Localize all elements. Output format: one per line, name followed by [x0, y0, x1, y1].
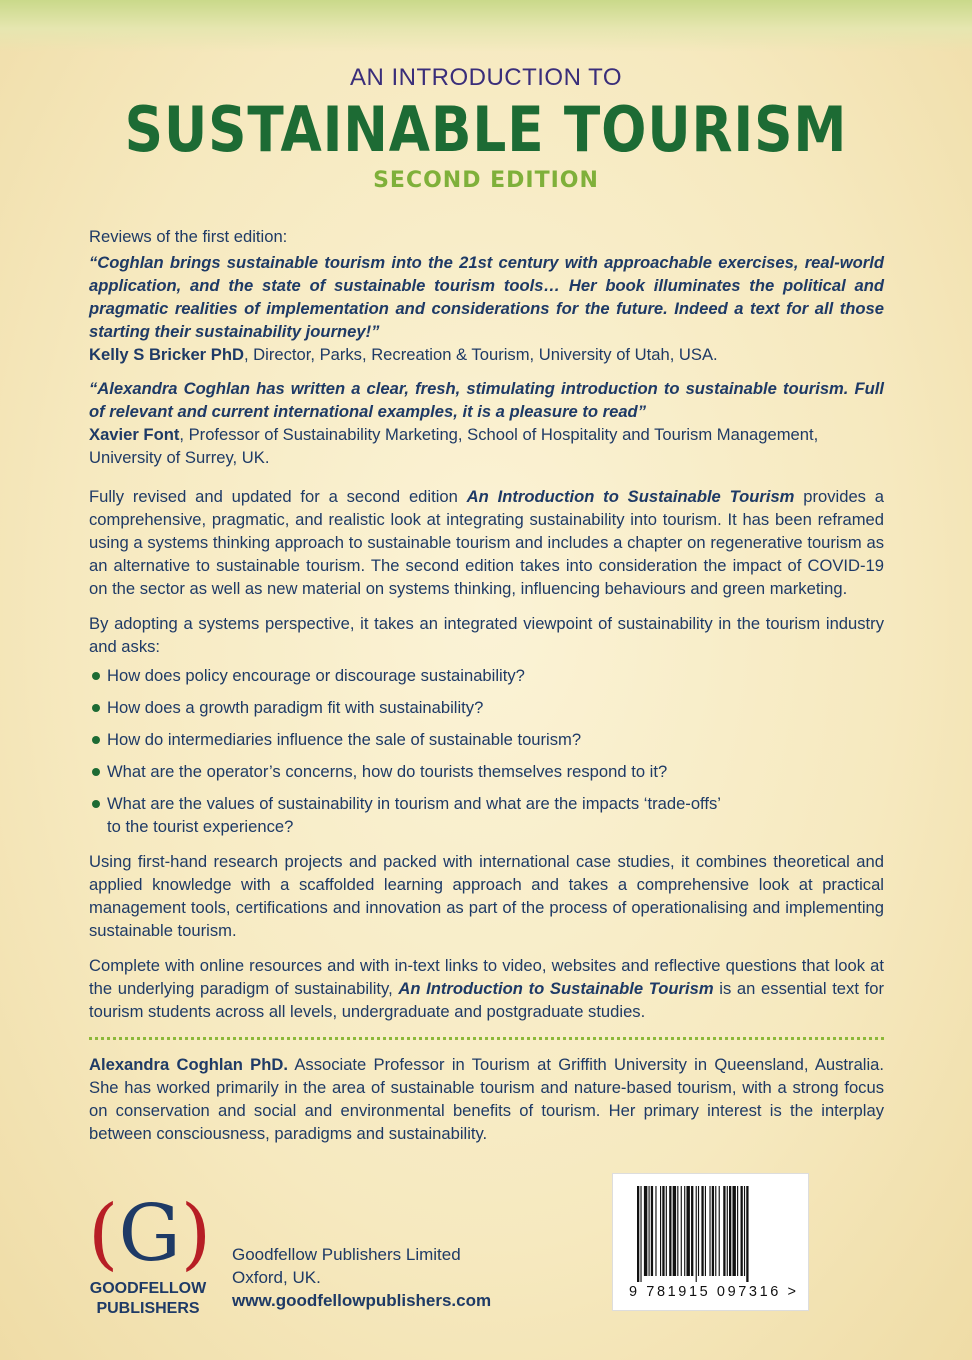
reviewer-affiliation: , Director, Parks, Recreation & Tourism, University of Utah, USA. — [243, 345, 718, 364]
barcode-bar — [744, 1186, 745, 1276]
barcode-bar — [715, 1186, 716, 1276]
publisher-website: www.goodfellowpublishers.com — [232, 1291, 492, 1310]
publisher-info — [232, 1243, 491, 1312]
barcode-bar — [660, 1186, 661, 1276]
barcode-bar — [681, 1186, 682, 1276]
barcode-bar — [741, 1186, 743, 1276]
edition-label: SECOND EDITION — [373, 168, 599, 193]
barcode-bar — [719, 1186, 720, 1276]
barcode-bar — [644, 1186, 647, 1276]
barcode-bar — [746, 1186, 748, 1282]
barcode-bar — [729, 1186, 731, 1276]
goodfellow-g-icon: (G) — [88, 1189, 212, 1279]
reviewer-name: Xavier Font — [89, 425, 180, 444]
book-title-inline: An Introduction to Sustainable Tourism — [466, 487, 795, 506]
barcode-bar — [637, 1186, 639, 1282]
barcode-bar — [666, 1186, 667, 1276]
back-cover-text — [89, 225, 884, 1157]
top-green-band — [0, 0, 972, 52]
publisher-name: Goodfellow Publishers Limited — [232, 1245, 461, 1264]
list-item: How does policy encourage or discourage sustainability? — [89, 664, 884, 687]
barcode-bar — [640, 1186, 641, 1282]
publisher-location: Oxford, UK. — [232, 1268, 321, 1287]
review-quote: “Alexandra Coghlan has written a clear, fresh, stimulating introduction to sustainable tourism. Full of relevant and current international examples, it is a pleasure to read” — [89, 379, 884, 421]
description-paragraph: Using first-hand research projects and packed with international case studies, it combines theoretical and applied knowledge with a scaffolded learning approach and takes a comprehensive look at practical management tools, certifications and innovation as part of the process of operationalising and implementing sustainable tourism. — [89, 852, 884, 940]
list-item: What are the operator’s concerns, how do tourists themselves respond to it? — [89, 760, 884, 783]
book-title-inline: An Introduction to Sustainable Tourism — [398, 979, 714, 998]
barcode-bar — [727, 1186, 728, 1276]
barcode-bar — [705, 1186, 706, 1276]
barcode-bar — [696, 1186, 697, 1282]
barcode-bar — [677, 1186, 678, 1276]
reviewer-name: Kelly S Bricker PhD — [89, 345, 244, 364]
barcode-bar — [701, 1186, 703, 1276]
reviews-intro: Reviews of the first edition: — [89, 227, 288, 246]
author-name: Alexandra Coghlan PhD. — [89, 1055, 288, 1074]
book-pretitle: AN INTRODUCTION TO — [349, 64, 623, 91]
barcode-bar — [698, 1186, 699, 1276]
barcode-bar — [691, 1186, 693, 1276]
barcode-bar — [709, 1186, 710, 1276]
barcode-bar — [686, 1186, 689, 1276]
barcode-icon — [637, 1186, 787, 1282]
author-bio: Alexandra Coghlan PhD. Associate Professor in Tourism at Griffith University in Queensland, Australia. She has worked primarily in the area of sustainable tourism and nature-based tourism, with a strong focus on conservation and social and environmental benefits of tourism. Her primary interest is the interplay between consciousness, paradigms and sustainability. — [89, 1055, 885, 1143]
barcode-bar — [684, 1186, 685, 1276]
review-attribution — [89, 343, 884, 366]
barcode-bar — [655, 1186, 656, 1276]
review-attribution — [89, 423, 884, 469]
list-item: How do intermediaries influence the sale of sustainable tourism? — [89, 728, 884, 751]
dotted-divider — [89, 1037, 884, 1040]
barcode-bar — [673, 1186, 676, 1276]
barcode-bar — [737, 1186, 738, 1276]
list-item: What are the values of sustainability in tourism and what are the impacts ‘trade-offs’ to the tourist experience? — [89, 792, 884, 838]
reviewer-affiliation: , Professor of Sustainability Marketing, School of Hospitality and Tourism Management, University of Surrey, UK. — [89, 425, 819, 467]
barcode-bar — [723, 1186, 725, 1276]
publisher-logo — [88, 1189, 212, 1319]
description-paragraph: Complete with online resources and with in-text links to video, websites and reflective questions that look at the underlying paradigm of sustainability, An Introduction to Sustainable Tourism is an essential text for tourism students across all levels, undergraduate and postgraduate studies. — [89, 956, 884, 1021]
cover-header — [0, 64, 972, 193]
isbn-number: 9 781915 097316 > — [629, 1284, 799, 1300]
question-list — [89, 664, 884, 838]
book-title: SUSTAINABLE TOURISM — [124, 93, 848, 166]
barcode-bar — [732, 1186, 735, 1276]
logo-wordmark: GOODFELLOW PUBLISHERS — [89, 1280, 207, 1317]
description-paragraph: Fully revised and updated for a second edition An Introduction to Sustainable Tourism provides a comprehensive, pragmatic, and realistic look at integrating sustainability into tourism. It has been reframed using a systems thinking approach to sustainable tourism and includes a chapter on regenerative tourism as an alternative to sustainable tourism. The second edition takes into consideration the impact of COVID-19 on the sector as well as new material on systems thinking, influencing behaviours and green marketing. — [89, 487, 885, 598]
isbn-barcode — [612, 1173, 809, 1311]
barcode-bar — [651, 1186, 653, 1276]
barcode-bar — [662, 1186, 664, 1276]
review-quote: “Coghlan brings sustainable tourism into the 21st century with approachable exercises, real-world application, and the state of sustainable tourism tools… Her book illuminates the political and pragmatic realities of implementation and considerations for the future. Indeed a text for all those starting their sustainability journey!” — [89, 253, 884, 341]
barcode-bar — [712, 1186, 714, 1276]
list-item: How does a growth paradigm fit with sustainability? — [89, 696, 884, 719]
barcode-bar — [649, 1186, 650, 1276]
questions-intro: By adopting a systems perspective, it takes an integrated viewpoint of sustainability in the tourism industry and asks: — [89, 614, 884, 656]
barcode-bar — [669, 1186, 671, 1276]
